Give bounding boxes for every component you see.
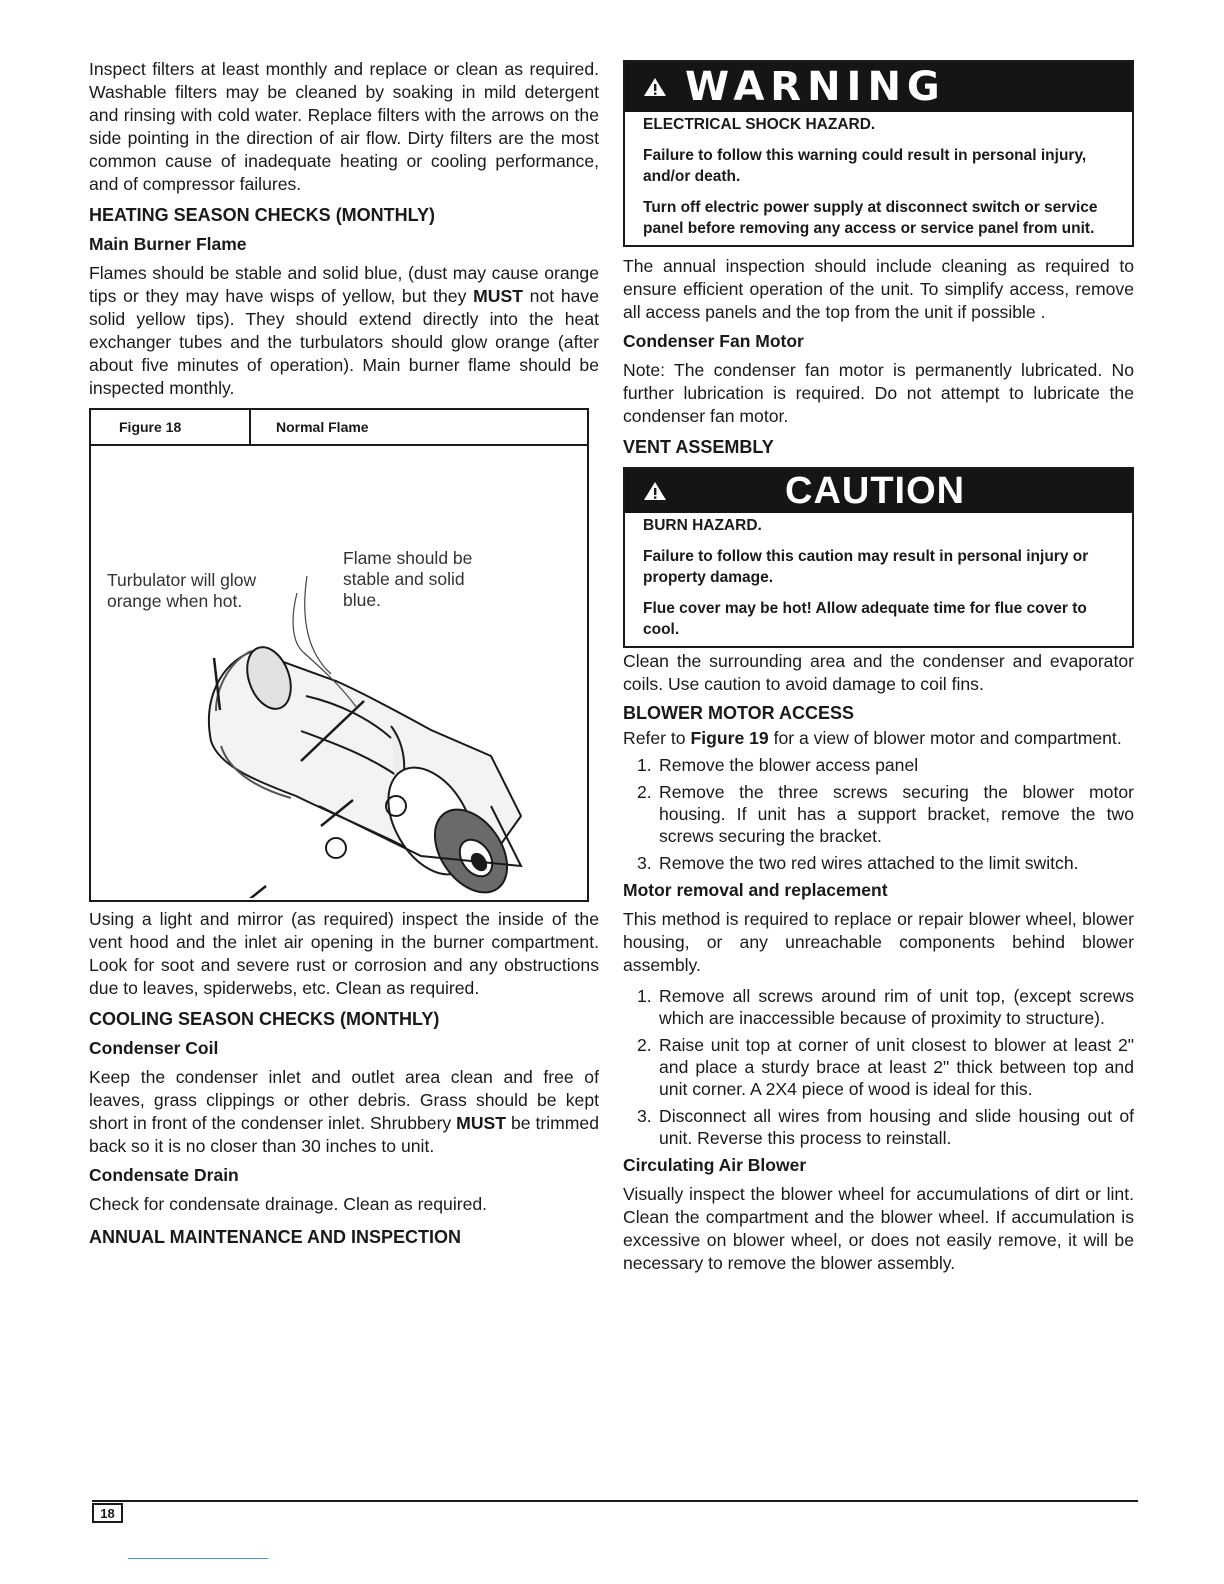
circulating-air-blower-heading: Circulating Air Blower (623, 1155, 807, 1175)
condensate-drain-paragraph: Check for condensate drainage. Clean as required. (89, 1194, 488, 1214)
motor-removal-paragraph: This method is required to replace or repair blower wheel, blower housing, or any unreachable components behind blower assembly. (623, 909, 1134, 975)
caution-line-3: Flue cover may be hot! Allow adequate time for flue cover to cool. (643, 600, 1087, 638)
figure-number: Figure 18 (91, 410, 251, 444)
burner-text-2: not have solid yellow tips). They should extend directly into the heat exchanger tubes and the turbulators should glow orange (after about five minutes of operation). Main burner flame should be inspected monthly. (89, 286, 599, 398)
burner-must: MUST (473, 286, 523, 306)
step-number: 1. (637, 986, 652, 1006)
left-column (89, 58, 599, 1253)
flame-label-line-3: blue. (343, 590, 381, 610)
caution-line-2: Failure to follow this caution may result in personal injury or property damage. (643, 548, 1089, 586)
list-item (623, 1034, 1134, 1100)
step-text: Remove the three screws securing the blower motor housing. If unit has a support bracket, remove the two screws securing the bracket. (659, 782, 1134, 846)
step-number: 3. (637, 1106, 652, 1126)
warning-word: WARNING (685, 64, 946, 110)
blower-intro-paragraph (623, 727, 1134, 750)
blower-motor-access-heading: BLOWER MOTOR ACCESS (623, 703, 855, 723)
step-number: 3. (637, 853, 652, 873)
vent-assembly-heading: VENT ASSEMBLY (623, 437, 774, 457)
filter-paragraph: Inspect filters at least monthly and replace or clean as required. Washable filters may be cleaned by soaking in mild detergent and rinsing with cold water. Replace filters with the arrows on the side pointing in the direction of air flow. Dirty filters are the most common cause of inadequate heating or cooling performance, and of compressor failures. (89, 59, 599, 194)
warning-body (625, 112, 1132, 245)
annual-maintenance-heading: ANNUAL MAINTENANCE AND INSPECTION (89, 1227, 462, 1247)
step-number: 2. (637, 1035, 652, 1055)
clean-coils-paragraph: Clean the surrounding area and the condenser and evaporator coils. Use caution to avoid damage to coil fins. (623, 651, 1134, 694)
warning-line-2: Failure to follow this warning could result in personal injury, and/or death. (643, 147, 1087, 185)
condensate-drain-heading: Condensate Drain (89, 1165, 239, 1185)
flame-label-line-1: Flame should be (343, 548, 473, 568)
caution-word: CAUTION (785, 469, 966, 512)
step-text: Remove the blower access panel (659, 755, 919, 775)
step-text: Disconnect all wires from housing and slide housing out of unit. Reverse this process to reinstall. (659, 1106, 1134, 1148)
list-item (623, 1105, 1134, 1149)
warning-line-3: Turn off electric power supply at disconnect switch or service panel before removing any access or service panel from unit. (643, 199, 1098, 237)
step-text: Remove all screws around rim of unit top, (except screws which are inaccessible because of proximity to structure). (659, 986, 1134, 1028)
warning-box (623, 60, 1134, 247)
page-number: 18 (92, 1503, 123, 1523)
turbulator-label-line-2: orange when hot. (107, 591, 243, 611)
blower-text-2: for a view of blower motor and compartment. (768, 728, 1122, 748)
caution-line-1: BURN HAZARD. (643, 517, 762, 534)
warning-banner (625, 62, 1132, 112)
step-text: Raise unit top at corner of unit closest to blower at least 2" and place a sturdy brace at least 2" thick between top and unit corner. A 2X4 piece of wood is ideal for this. (659, 1035, 1134, 1099)
condenser-coil-paragraph (89, 1066, 599, 1158)
figure-title: Normal Flame (276, 419, 369, 435)
step-number: 2. (637, 782, 652, 802)
figure-header (91, 410, 587, 446)
condenser-fan-motor-heading: Condenser Fan Motor (623, 331, 804, 351)
circulating-air-blower-paragraph: Visually inspect the blower wheel for accumulations of dirt or lint. Clean the compartment and the blower wheel. If accumulation is excessive on blower wheel, or does not easily remove, it will be necessary to remove the blower assembly. (623, 1184, 1134, 1273)
burner-flame-illustration (91, 446, 587, 898)
motor-steps-list (623, 985, 1134, 1149)
coil-text-1: Keep the condenser inlet and outlet area clean and free of leaves, grass clippings or other debris. Grass should be kept short in front of the condenser inlet. Shrubbery (89, 1067, 599, 1133)
step-text: Remove the two red wires attached to the limit switch. (659, 853, 1079, 873)
condenser-coil-heading: Condenser Coil (89, 1038, 219, 1058)
blower-steps-list (623, 754, 1134, 874)
burner-paragraph (89, 262, 599, 400)
blower-text-1: Refer to (623, 728, 691, 748)
coil-text-2: be trimmed back so it is no closer than 30 inches to unit. (89, 1113, 600, 1156)
figure-18 (89, 408, 589, 902)
heating-season-heading: HEATING SEASON CHECKS (MONTHLY) (89, 205, 436, 225)
main-burner-flame-heading: Main Burner Flame (89, 234, 247, 254)
list-item (623, 754, 1134, 776)
turbulator-label-line-1: Turbulator will glow (107, 570, 257, 590)
scan-line (128, 1558, 268, 1559)
motor-removal-heading: Motor removal and replacement (623, 880, 888, 900)
step-number: 1. (637, 755, 652, 775)
caution-box (623, 467, 1134, 648)
right-column (623, 60, 1134, 1275)
flame-label-line-2: stable and solid (343, 569, 465, 589)
coil-must: MUST (456, 1113, 507, 1133)
caution-banner (625, 469, 1132, 513)
burner-text-1: Flames should be stable and solid blue, (dust may cause orange tips or they may have wisps of yellow, but they (89, 263, 599, 306)
condenser-fan-paragraph: Note: The condenser fan motor is permanently lubricated. No further lubrication is required. Do not attempt to lubricate the condenser fan motor. (623, 360, 1134, 426)
figure-19-reference: Figure 19 (690, 728, 769, 748)
warning-triangle-icon (625, 76, 685, 98)
list-item (623, 852, 1134, 874)
list-item (623, 781, 1134, 847)
cooling-season-heading: COOLING SEASON CHECKS (MONTHLY) (89, 1009, 440, 1029)
vent-inspection-paragraph: Using a light and mirror (as required) inspect the inside of the vent hood and the inlet air opening in the burner compartment. Look for soot and severe rust or corrosion and any obstructions due to leaves, spiderwebs, etc. Clean as required. (89, 909, 599, 998)
list-item (623, 985, 1134, 1029)
caution-body (625, 513, 1132, 646)
warning-line-1: ELECTRICAL SHOCK HAZARD. (643, 116, 876, 133)
caution-triangle-icon (625, 480, 685, 502)
annual-inspection-paragraph: The annual inspection should include cleaning as required to ensure efficient operation of the unit. To simplify access, remove all access panels and the top from the unit if possible . (623, 256, 1134, 322)
footer-rule (92, 1500, 1138, 1502)
